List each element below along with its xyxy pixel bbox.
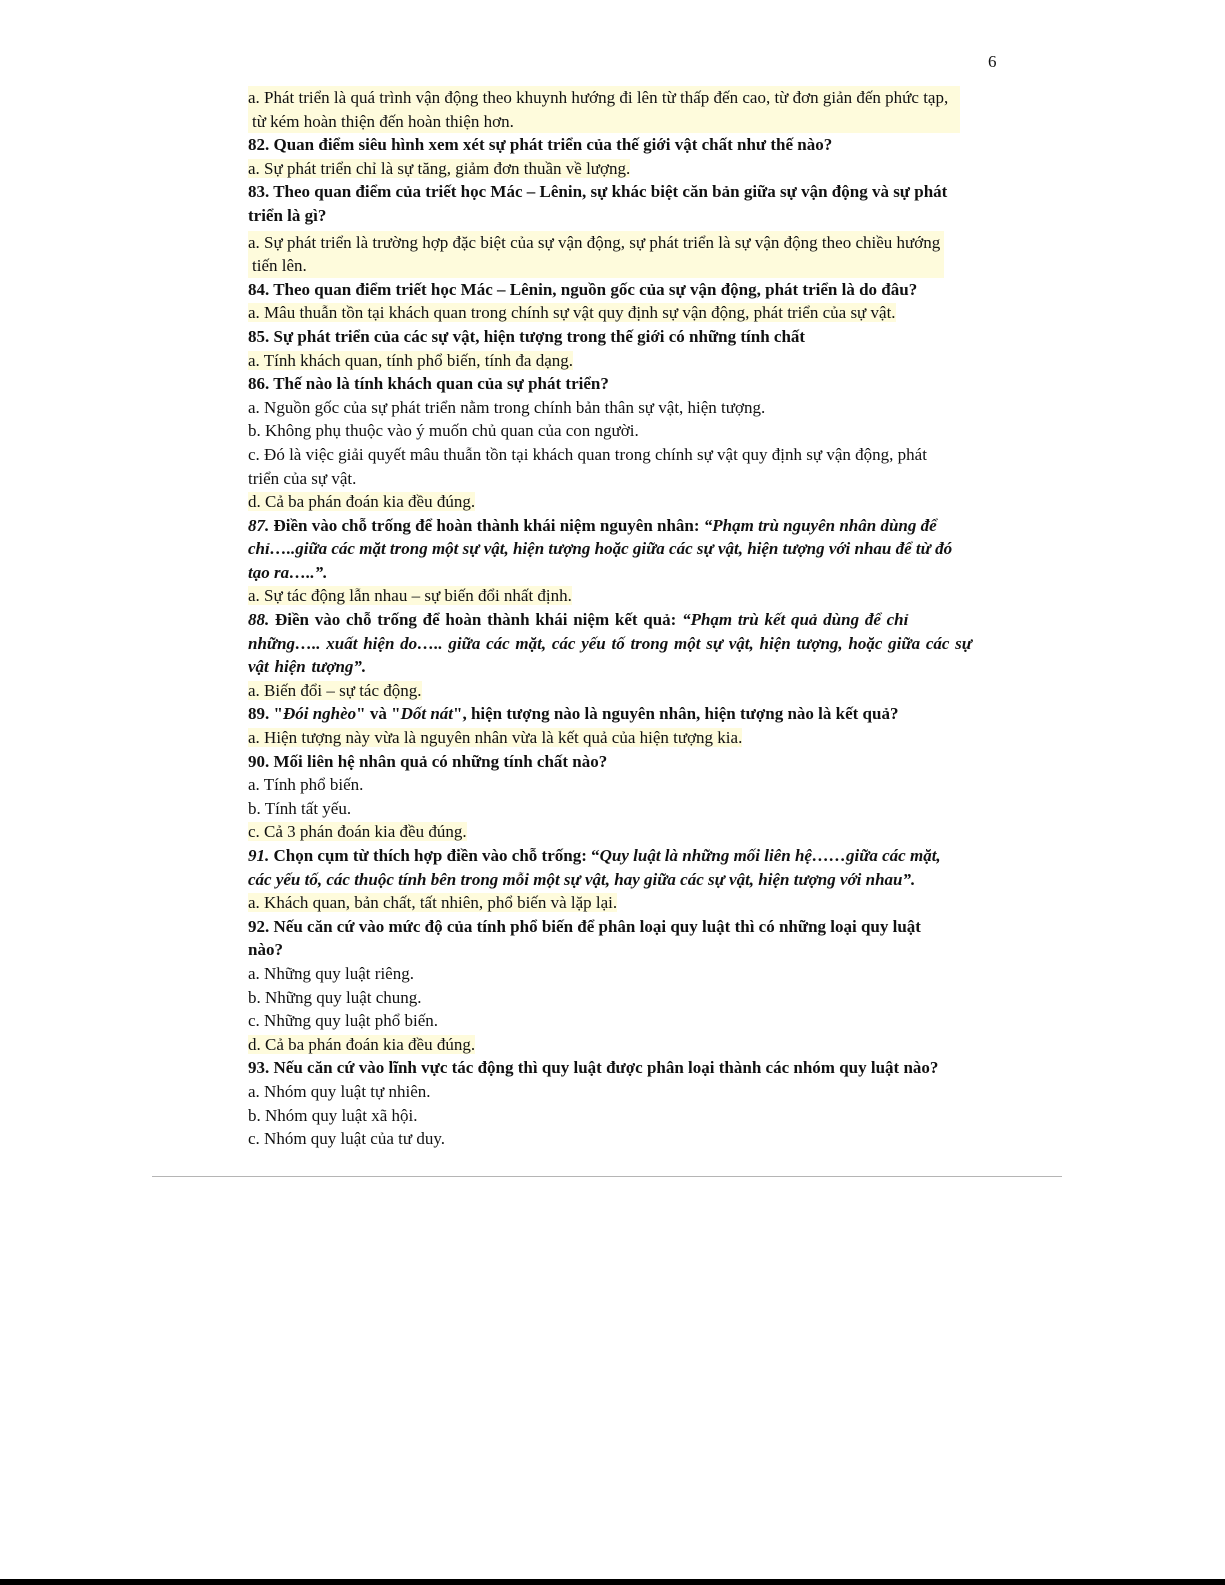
bottom-edge (0, 1579, 1225, 1585)
answer-93c: c. Nhóm quy luật của tư duy. (248, 1129, 445, 1149)
answer-86a: a. Nguồn gốc của sự phát triển nằm trong chính bản thân sự vật, hiện tượng. (248, 397, 766, 417)
answer-87a: a. Sự tác động lẫn nhau – sự biến đổi nhất định. (248, 586, 572, 606)
answer-92b: b. Những quy luật chung. (248, 987, 422, 1007)
answer-84a: a. Mâu thuẫn tồn tại khách quan trong chính sự vật quy định sự vận động, phát triển của sự vật. (248, 303, 896, 323)
answer-86b: b. Không phụ thuộc vào ý muốn chủ quan của con người. (248, 421, 639, 441)
question-85: 85. Sự phát triển của các sự vật, hiện tượng trong thế giới có những tính chất (248, 326, 806, 346)
question-89: 89. "Đói nghèo" và "Dốt nát", hiện tượng nào là nguyên nhân, hiện tượng nào là kết quả? (248, 704, 899, 724)
document-body (248, 86, 1008, 1151)
answer-82a: a. Sự phát triển chỉ là sự tăng, giảm đơn thuần về lượng. (248, 158, 631, 178)
answer-90c: c. Cả 3 phán đoán kia đều đúng. (248, 822, 467, 842)
question-90: 90. Mối liên hệ nhân quả có những tính chất nào? (248, 751, 608, 771)
question-92: 92. Nếu căn cứ vào mức độ của tính phổ biến để phân loại quy luật thì có những loại quy luật nào? (248, 916, 921, 960)
answer-92d: d. Cả ba phán đoán kia đều đúng. (248, 1034, 476, 1054)
answer-93b: b. Nhóm quy luật xã hội. (248, 1105, 418, 1125)
answer-91a: a. Khách quan, bản chất, tất nhiên, phổ biến và lặp lại. (248, 893, 618, 913)
answer-86d: d. Cả ba phán đoán kia đều đúng. (248, 492, 476, 512)
answer-92c: c. Những quy luật phổ biến. (248, 1011, 439, 1031)
page-number: 6 (988, 52, 997, 71)
answer-88a: a. Biến đổi – sự tác động. (248, 680, 422, 700)
answer-83a: a. Sự phát triển là trường hợp đặc biệt của sự vận động, sự phát triển là sự vận động theo chiều hướng tiến lên. (248, 231, 1008, 278)
answer-81a: a. Phát triển là quá trình vận động theo khuynh hướng đi lên từ thấp đến cao, từ đơn giản đến phức tạp, từ kém hoàn thiện đến hoàn thiện hơn. (248, 86, 1008, 133)
question-93: 93. Nếu căn cứ vào lĩnh vực tác động thì quy luật được phân loại thành các nhóm quy luật nào? (248, 1058, 939, 1078)
answer-89a: a. Hiện tượng này vừa là nguyên nhân vừa là kết quả của hiện tượng kia. (248, 728, 743, 748)
question-84: 84. Theo quan điểm triết học Mác – Lênin, nguồn gốc của sự vận động, phát triển là do đâu? (248, 279, 918, 299)
question-91: 91. Chọn cụm từ thích hợp điền vào chỗ trống: “Quy luật là những mối liên hệ……giữa các mặt, các yếu tố, các thuộc tính bên trong mỗi một sự vật, hay giữa các sự vật, hiện tượng với nhau”. (248, 846, 941, 889)
answer-93a: a. Nhóm quy luật tự nhiên. (248, 1081, 431, 1101)
question-88: 88. Điền vào chỗ trống để hoàn thành khái niệm kết quả: “Phạm trù kết quả dùng để chỉ những….. xuất hiện do….. giữa các mặt, các yếu tố trong một sự vật, hiện tượng, hoặc giữa các sự vật hiện tượng”. (248, 610, 972, 677)
question-87: 87. Điền vào chỗ trống để hoàn thành khái niệm nguyên nhân: “Phạm trù nguyên nhân dùng để chỉ…..giữa các mặt trong một sự vật, hiện tượng hoặc giữa các sự vật, hiện tượng với nhau để từ đó tạo ra…..”. (248, 515, 953, 582)
answer-90a: a. Tính phổ biến. (248, 775, 364, 795)
question-83: 83. Theo quan điểm của triết học Mác – Lênin, sự khác biệt căn bản giữa sự vận động và sự phát triển là gì? (248, 182, 948, 225)
answer-85a: a. Tính khách quan, tính phổ biến, tính đa dạng. (248, 350, 573, 370)
page-divider (152, 1176, 1062, 1177)
answer-86c: c. Đó là việc giải quyết mâu thuẫn tồn tại khách quan trong chính sự vật quy định sự vận động, phát triển của sự vật. (248, 444, 927, 488)
question-82: 82. Quan điểm siêu hình xem xét sự phát triển của thế giới vật chất như thế nào? (248, 135, 833, 155)
answer-90b: b. Tính tất yếu. (248, 798, 352, 818)
question-86: 86. Thế nào là tính khách quan của sự phát triển? (248, 374, 609, 394)
answer-92a: a. Những quy luật riêng. (248, 963, 414, 983)
